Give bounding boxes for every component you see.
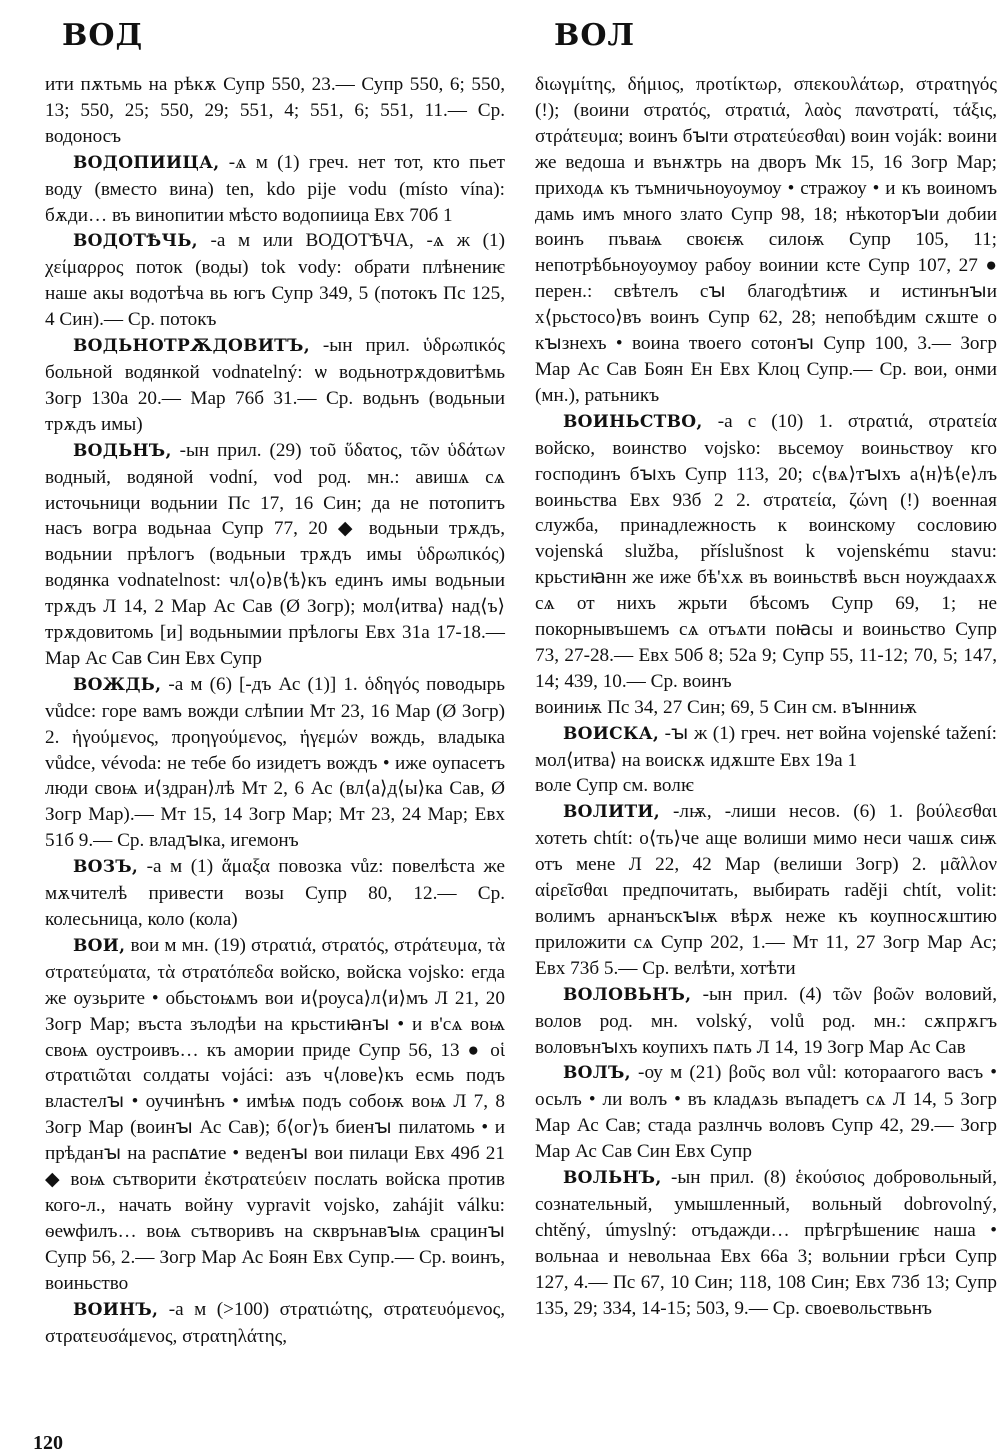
entry-text: -а с (10) 1. στρατιά, στρατεία войско, воинство vojsko: вьсемоу воиньствоу кго господинъ бꙑхъ Супр 113, 20; с⟨вѧ⟩тꙑхъ а⟨н⟩ѣ⟨е⟩лъ воиньства Евх 93б 2 2. στρατεία, ζώνη (!) военная служба, принадлежность к воинскому сословию vojenská služba, příslušnost k vojenskému stavu: крьстиꙗнн же иже бѣ'хѫ въ воиньствѣ вьсн ноуждаахѫ сѧ от нихъ жрьти бѣсомъ Супр 69, 1; не покорнывъшемъ сѧ отъѧти поꙗсы и воиньство Супр 73, 27-28.— Евх 50б 8; 52а 9; Супр 55, 11-12; 70, 5; 147, 14; 439, 10.— Ср. воинъ xyxy=(535,410,997,692)
entry-headword: ВОДЬНЪ, xyxy=(73,440,172,461)
entry-headword: ВОЛОВЬНЪ, xyxy=(563,984,692,1005)
entry-text: -а м (1) ἅμαξα повозка vůz: повелѣста же мѫчителѣ привести возы Супр 80, 12.— Ср. колесьница, коло (кола) xyxy=(45,856,505,930)
dictionary-entry xyxy=(45,854,505,933)
entry-text: -ѧ м (1) греч. нет тот, кто пьет воду (вместо вина) ten, kdo pije vodu (místo vína): бѫди… въ винопитии мѣсто водопиица Евх 70б 1 xyxy=(45,151,505,226)
dictionary-entry xyxy=(535,72,997,409)
entry-text: -а м (>100) στρατιώτης, στρατευόμενος, στρατευσάμενος, στρατηλάτης, xyxy=(45,1298,505,1347)
dictionary-entry xyxy=(45,438,505,672)
dictionary-entry xyxy=(535,695,997,721)
entry-headword: ВОЗЪ, xyxy=(73,857,139,878)
entry-text: -лѭ, -лиши несов. (6) 1. βούλεσθαι хотеть chtít: о⟨ть⟩че аще волиши мимо неси чашѫ сиѭ отъ мене Л 22, 42 Мар (велиши Зогр) 2. μᾶλλον αἱρεῖσθαι предпочитать, выбирать raději chtít, volit: волимъ арнанъскꙑѭ вѣрѫ неже къ коупносѫштию приложити сѧ Супр 202, 1.— Мт 11, 27 Зогр Мар Ас; Евх 73б 5.— Ср. велѣти, хотѣти xyxy=(535,801,997,979)
dictionary-entry xyxy=(45,228,505,333)
entry-headword: ВОДЬНОТРѪДОВИТЪ, xyxy=(73,336,310,357)
entry-text: διωγμίτης, δήμιος, προτίκτωρ, σπεκουλάτωρ, στρατηγός (!); (воини στρατός, στρατιά, λαὸς πανστρατί, τάξις, στράτευμα; воинъ бꙑти στρατεύεσθαι) воин voják: воини же ведоша и вънѫтрь на дворъ Мк 15, 16 Зогр Мар; приходѧ къ тъмничьноуоумоу • стражоу • и къ воиномъ дамь имъ много злато Супр 98, 18; нѣкоторꙑи добии воинъ пъваѩ своѥѭ силоѭ Супр 105, 11; непотрѣбьноуоумоу рабоу воинии ксте Супр 107, 27 ● перен.: свѣтелъ сꙑ благодѣтиѭ и истинънꙑи х⟨рьстосо⟩въ воинъ Супр 62, 28; непобѣдим сѫште о кꙑзнехъ • воина твоего сотонꙑ Супр 100, 3.— Зогр Мар Ас Сав Боян Ен Евх Клоц Супр.— Ср. вои, онми (мн.), ратьникъ xyxy=(535,74,997,406)
dictionary-entry xyxy=(535,1165,997,1321)
running-head-left: ВОД xyxy=(62,18,144,53)
entry-text: воиниѭ Пс 34, 27 Син; 69, 5 Син см. вꙑнниѭ xyxy=(535,696,918,718)
entry-text: -ын прил. (29) τοῦ ὕδατος, τῶν ὑδάτων водный, водяной vodní, vod род. мн.: авишѧ сѧ источьници водьнии Пс 17, 16 Син; да не потопитъ насъ вогра водьнаа Супр 77, 20 ◆ водьныи трѫдъ, водьнии прѣлогъ (водьныи трѫдъ имы ὑδρωπικός) водянка vodnatelnost: чл⟨о⟩в⟨ѣ⟩къ единъ имы водьныи трѫдъ Л 14, 2 Мар Ас Сав (Ø Зогр); мол⟨итва⟩ над⟨ъ⟩ трѫдовитомь [и] водьнымии прѣлогы Евх 31а 17-18.— Мар Ас Сав Син Евх Супр xyxy=(45,439,505,669)
entry-text: -ын прил. ὑδρωπικός больной водянкой vodnatelný: ѡ водьнотрѫдовитѣмь Зогр 130а 20.— Мар 76б 31.— Ср. водьнъ (водьныи трѫдъ имы) xyxy=(45,335,505,435)
entry-headword: ВОЛИТИ, xyxy=(563,802,661,823)
entry-headword: ВОДОПИИЦА, xyxy=(73,152,220,173)
entry-text: -а м (6) [-дъ Ас (1)] 1. ὁδηγός поводырь vůdce: горе вамъ вожди слѣпии Мт 23, 16 Мар (Ø Зогр) 2. ἡγούμενος, προηγούμενος, ἡγεμών вождь, владыка vůdce, vévoda: не тебе бо изидетъ вождъ • иже оупасетъ люди своѩ и⟨здран⟩лѣ Мт 2, 6 Ас (вл⟨а⟩д⟨ы⟩ка Сав, Ø Зогр Мар).— Мт 15, 14 Зогр Мар; Мт 23, 24 Мар; Евх 51б 9.— Ср. владꙑка, игемонъ xyxy=(45,673,505,852)
dictionary-entry xyxy=(535,721,997,774)
dictionary-entry xyxy=(45,672,505,854)
dictionary-entry xyxy=(45,150,505,229)
entry-text: -а м или ВОДОТѢЧА, -ѧ ж (1) χείμαρρος поток (воды) tok vody: обрати плѣнениѥ наше акы водотѣча вь югъ Супр 349, 5 (потокъ Пс 125, 4 Син).— Ср. потокъ xyxy=(45,230,505,331)
dictionary-entry xyxy=(45,72,505,150)
dictionary-entry xyxy=(45,333,505,438)
entry-headword: ВОИ, xyxy=(73,935,126,956)
entry-headword: ВОЖДЬ, xyxy=(73,674,162,695)
entry-text: вои м мн. (19) στρατιά, στρατός, στράτευμα, τὰ στρατεύματα, τὰ στρατόπεδα войско, войска vojsko: егда же оузьрите • обьстоѩмъ вои и⟨роуса⟩л⟨и⟩мъ Л 21, 20 Зогр Мар; въста зълодѣи на крьстиꙗнꙑ • и в'сѧ воѩ своѩ оустроивъ… къ амории приде Супр 56, 13 ● οἱ στρατιῶται солдаты vojáci: азъ ч⟨лове⟩къ есмь подъ властелꙑ • оучинѣнъ • имѣѩ подъ собоѭ воѩ Л 7, 8 Зогр Мар (воинꙑ Ас Сав); б⟨ог⟩ъ биенꙑ пилатомь • и прѣданꙑ на распꙙтие • веденꙑ вои пилаци Евх 49б 21 ◆ воѩ сътворити ἐκστρατεύειν послать войска против кого-л., начать войну vypravit vojsko, zahájit válku: ѳеѡфилъ… воѩ сътворивъ на скврънавꙑѩ срацинꙑ Супр 56, 2.— Зогр Мар Ас Боян Евх Супр.— Ср. воинъ, воиньство xyxy=(45,934,505,1294)
dictionary-entry xyxy=(45,1297,505,1350)
entry-text: воле Супр см. волѥ xyxy=(535,775,694,797)
entry-headword: ВОИНЬСТВО, xyxy=(563,411,703,432)
entry-headword: ВОЛЬНЪ, xyxy=(563,1168,662,1189)
running-head-right: ВОЛ xyxy=(554,18,636,53)
entry-headword: ВОДОТѢЧЬ, xyxy=(73,231,198,252)
entry-headword: ВОЛЪ, xyxy=(563,1063,631,1084)
page-number: 120 xyxy=(33,1432,63,1454)
entry-headword: ВОИСКА, xyxy=(563,723,660,744)
entry-text: -ын прил. (4) τῶν βοῶν воловий, волов род. мн. volský, volů род. мн.: сѫпрѫгъ воловънꙑхъ коупихъ пѧть Л 14, 19 Зогр Мар Ас Сав xyxy=(535,983,997,1058)
dictionary-entry xyxy=(535,773,997,799)
dictionary-entry xyxy=(535,982,997,1061)
dictionary-entry xyxy=(45,933,505,1297)
dictionary-entry xyxy=(535,409,997,695)
left-column xyxy=(45,72,505,1349)
entry-text: ити пѫтьмь на рѣкѫ Супр 550, 23.— Супр 550, 6; 550, 13; 550, 25; 550, 29; 551, 4; 551, 6; 551, 11.— Ср. водоносъ xyxy=(45,74,505,147)
entry-text: -ын прил. (8) ἑκούσιος добровольный, сознательный, умышленный, вольный dobrovolný, chtěný, úmyslný: отъдажди… прѣгрѣшениѥ наша • вольнаа и невольнаа Евх 66а 3; вольнии грѣси Супр 127, 4.— Пс 67, 10 Син; 118, 108 Син; Евх 73б 13; Супр 135, 29; 334, 14-15; 503, 9.— Ср. своевольствьнъ xyxy=(535,1167,997,1319)
entry-text: -ꙑ ж (1) греч. нет война vojenské tažení: мол⟨итва⟩ на воискѫ идѫште Евх 19а 1 xyxy=(535,722,997,771)
right-column xyxy=(535,72,997,1322)
dictionary-entry xyxy=(535,1060,997,1165)
entry-text: -оу м (21) βοῦς вол vůl: котораагого васъ • осьлъ • ли волъ • въ кладѧзь въпадетъ сѧ Л 14, 5 Зогр Мар Ас Сав; стада разлнчь воловъ Супр 42, 29.— Зогр Мар Ас Сав Син Евх Супр xyxy=(535,1062,997,1163)
dictionary-entry xyxy=(535,799,997,981)
entry-headword: ВОИНЪ, xyxy=(73,1299,159,1320)
